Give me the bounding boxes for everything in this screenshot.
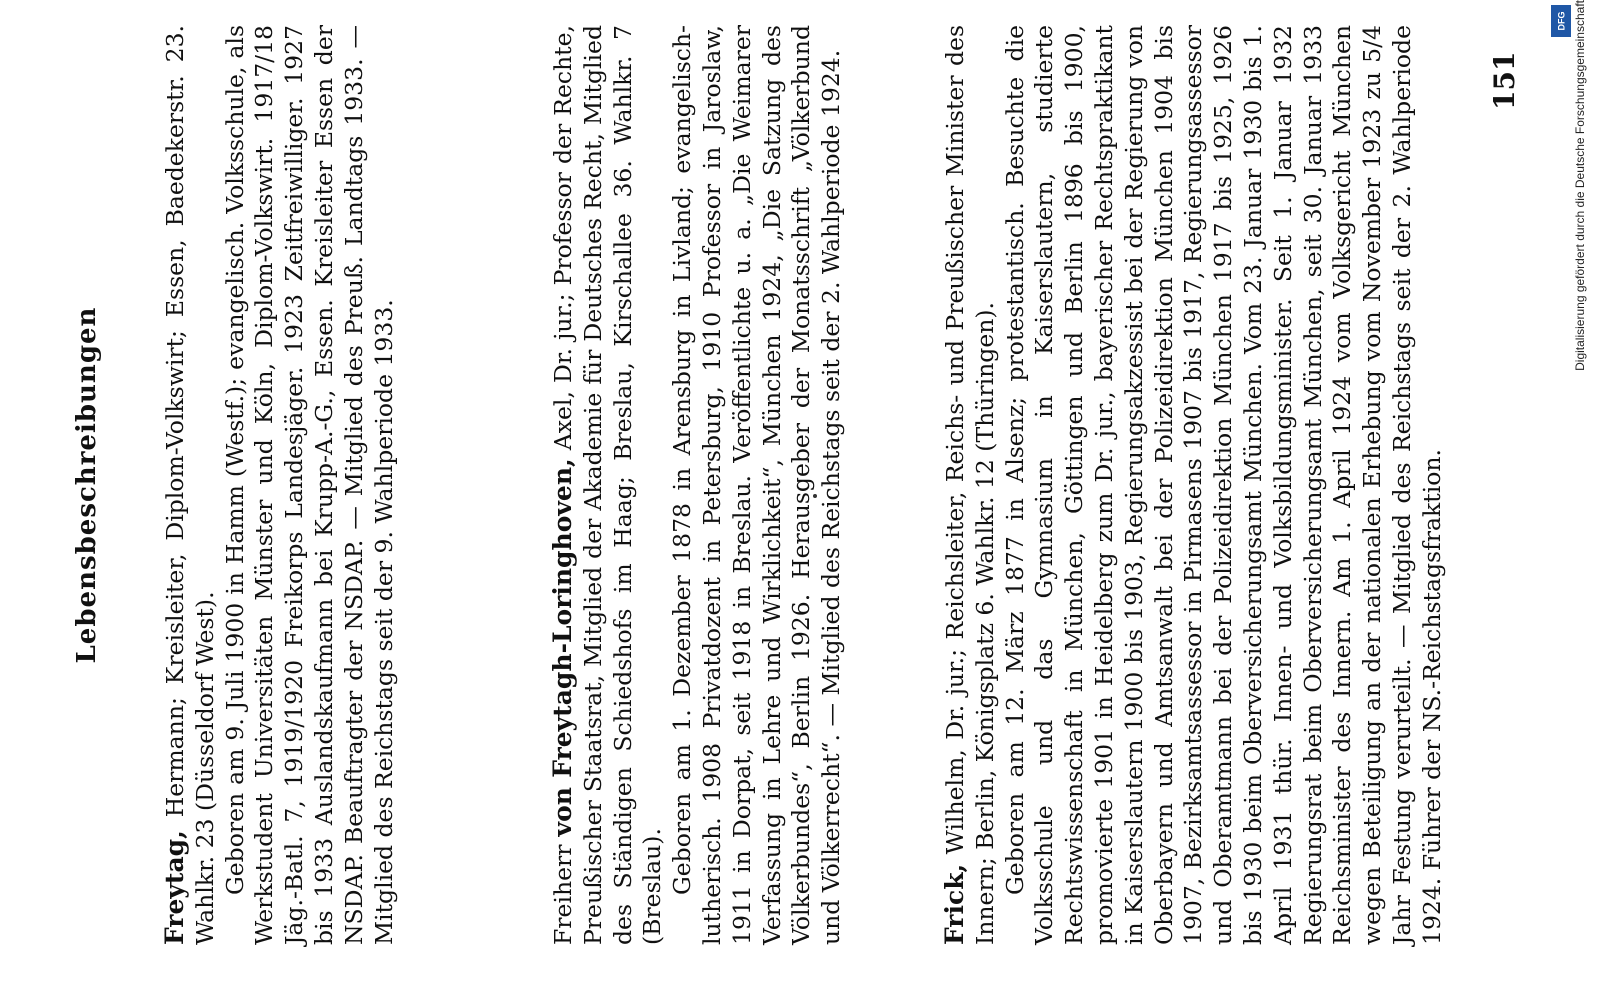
digitization-sidebar — [1540, 0, 1624, 1000]
entry-name: von Freytagh-Loringhoven, — [548, 458, 577, 837]
digitization-credit: Digitalisierung gefördert durch die Deutsche Forschungsgemeinschaft — [1573, 0, 1587, 371]
entry-lead-text: Hermann; Kreisleiter, Diplom-Volkswirt; Essen, Baedekerstr. 23. Wahlkr. 23 (Düsseldorf West). — [161, 25, 219, 945]
entry-name-prefix: Freiherr — [549, 836, 577, 945]
page-title: Lebensbeschreibungen — [72, 306, 102, 664]
entry-body: Geboren am 1. Dezember 1878 in Arensburg in Livland; evangelisch-lutherisch. 1908 Privatdozent in Petersburg, 1910 Professor in Jaroslaw, 1911 in Dorpat, seit 1918 in Breslau. Veröffentlichte u. a. „Die Weimarer Verfassung in Lehre und Wirklichkeit“, München 1924, „Die Satzung des Völkerbundes“, Berlin 1926. Herausgeber der Monatsschrift „Völkerbund und Völkerrecht“. — Mitglied des Reichstags seit der 2. Wahlperiode 1924. — [668, 25, 846, 945]
biography-entry-freytag — [160, 25, 399, 945]
page-number: 151 — [1488, 51, 1521, 110]
entry-body: Geboren am 12. März 1877 in Alsenz; protestantisch. Besuchte die Volksschule und das Gymnasium in Kaiserslautern, studierte Rechtswissenschaft in München, Göttingen und Berlin 1896 bis 1900, promovierte 1901 in Heidelberg zum Dr. jur., bayerischer Rechtspraktikant in Kaiserslautern 1900 bis 1903, Regierungsakzessist bei der Regierung von Oberbayern und Amtsanwalt bei der Polizeidirektion München 1904 bis 1907, Bezirksamtsassessor in Pirmasens 1907 bis 1917, Regierungsassessor und Oberamtmann bei der Polizeidirektion München 1917 bis 1925, 1926 bis 1930 beim Oberversicherungsamt München. Vom 23. Januar 1930 bis 1. April 1931 thür. Innen- und Volksbildungsminister. Seit 1. Januar 1932 Regierungsrat beim Oberversicherungsamt München, seit 30. Januar 1933 Reichsminister des Innern. Am 1. April 1924 vom Volksgericht München wegen Beteiligung an der nationalen Erhebung vom November 1923 zu 5/4 Jahr Festung verurteilt. — Mitglied des Reichstags seit der 2. Wahlperiode 1924. Führer der NS.-Reichstagsfraktion. — [1000, 25, 1446, 945]
entry-body: Geboren am 9. Juli 1900 in Hamm (Westf.); evangelisch. Volksschule, als Werkstudent Universitäten Münster und Köln, Diplom-Volkswirt. 1917/18 Jäg.-Batl. 7, 1919/1920 Freikorps Landesjäger. 1923 Zeitfreiwilliger. 1927 bis 1933 Auslandskaufmann bei Krupp-A.-G., Essen. Kreisleiter Essen der NSDAP. Beauftragter der NSDAP. — Mitglied des Preuß. Landtags 1933. — Mitglied des Reichstags seit der 9. Wahlperiode 1933. — [220, 25, 398, 945]
entry-lead-text: Axel, Dr. jur.; Professor der Rechte, Preußischer Staatsrat, Mitglied der Akademie für Deutsches Recht, Mitglied des Ständigen Schiedshofs im Haag; Breslau, Kirschallee 36. Wahlkr. 7 (Breslau). — [549, 25, 667, 945]
entry-lead-text: Wilhelm, Dr. jur.; Reichsleiter, Reichs- und Preußischer Minister des Innern; Berlin, Königsplatz 6. Wahlkr. 12 (Thüringen). — [941, 25, 999, 945]
biography-entry-frick — [940, 25, 1448, 945]
entry-name: Frick, — [940, 863, 969, 945]
biography-entry-freytagh-loringhoven — [548, 25, 847, 945]
entry-lead — [548, 25, 668, 945]
dfg-logo: DFG — [1551, 5, 1571, 37]
rotated-text-block — [70, 25, 1570, 945]
entry-lead — [940, 25, 1001, 945]
entry-lead — [160, 25, 221, 945]
entry-name: Freytag, — [160, 830, 189, 945]
